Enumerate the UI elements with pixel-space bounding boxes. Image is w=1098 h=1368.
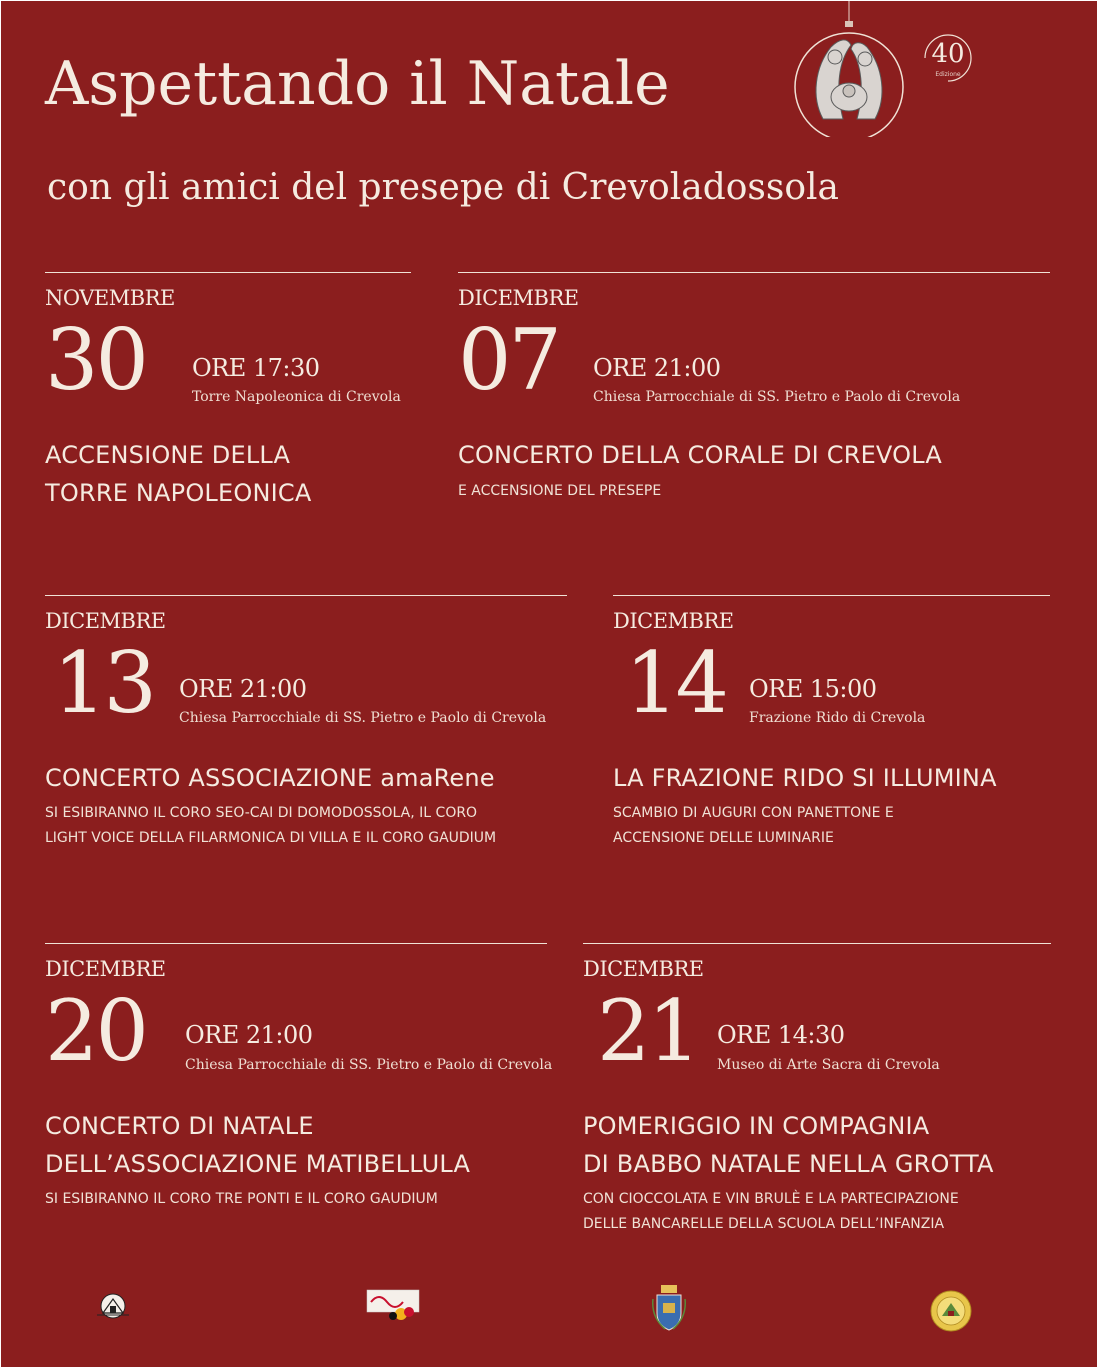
- event-title-line: CONCERTO DI NATALE: [45, 1112, 314, 1140]
- event-divider: [45, 943, 547, 944]
- event-title-line: ACCENSIONE DELLA: [45, 441, 291, 469]
- comune-crest-icon: [651, 1283, 687, 1333]
- event-divider: [458, 272, 1050, 273]
- event-divider: [613, 595, 1050, 596]
- event-place: Torre Napoleonica di Crevola: [192, 389, 401, 405]
- event-month: DICEMBRE: [45, 957, 166, 981]
- event-title-line: DELL’ASSOCIAZIONE MATIBELLULA: [45, 1150, 471, 1178]
- event-time: ORE 21:00: [593, 354, 721, 382]
- event-month: DICEMBRE: [613, 609, 734, 633]
- event-title-line: CONCERTO ASSOCIAZIONE amaRene: [45, 764, 495, 792]
- event-divider: [583, 943, 1051, 944]
- event-time: ORE 21:00: [185, 1021, 313, 1049]
- edition-caption: Edizione: [935, 71, 961, 78]
- event-title-line: CONCERTO DELLA CORALE DI CREVOLA: [458, 441, 942, 469]
- event-day: 14: [625, 634, 726, 732]
- event-place: Chiesa Parrocchiale di SS. Pietro e Paolo di Crevola: [185, 1057, 553, 1073]
- event-description-line: DELLE BANCARELLE DELLA SCUOLA DELL’INFANZIA: [583, 1216, 945, 1232]
- event-description-line: SI ESIBIRANNO IL CORO SEO-CAI DI DOMODOSSOLA, IL CORO: [45, 805, 478, 821]
- event-month: DICEMBRE: [458, 286, 579, 310]
- event-title-line: DI BABBO NATALE NELLA GROTTA: [583, 1150, 994, 1178]
- event-description-line: SCAMBIO DI AUGURI CON PANETTONE E: [613, 805, 894, 821]
- edition-number: 40: [931, 39, 965, 69]
- association-seal-icon: [929, 1289, 973, 1333]
- event-divider: [45, 595, 567, 596]
- event-description-line: ACCENSIONE DELLE LUMINARIE: [613, 830, 834, 846]
- event-description-line: E ACCENSIONE DEL PRESEPE: [458, 483, 662, 499]
- edition-badge: [915, 25, 981, 91]
- event-time: ORE 14:30: [717, 1021, 845, 1049]
- event-place: Chiesa Parrocchiale di SS. Pietro e Paolo di Crevola: [179, 710, 547, 726]
- presepe-logo-icon: [95, 1291, 131, 1321]
- event-day: 21: [597, 982, 698, 1080]
- event-description-line: SI ESIBIRANNO IL CORO TRE PONTI E IL CORO GAUDIUM: [45, 1191, 438, 1207]
- poster: [1, 1, 1097, 1367]
- event-day: 30: [45, 311, 146, 409]
- event-title-line: TORRE NAPOLEONICA: [45, 479, 312, 507]
- nativity-ornament-icon: [789, 1, 909, 137]
- event-day: 13: [53, 634, 154, 732]
- event-description-line: CON CIOCCOLATA E VIN BRULÈ E LA PARTECIPAZIONE: [583, 1191, 959, 1207]
- amarene-logo-icon: [365, 1288, 421, 1324]
- event-place: Frazione Rido di Crevola: [749, 710, 926, 726]
- event-place: Chiesa Parrocchiale di SS. Pietro e Paolo di Crevola: [593, 389, 961, 405]
- event-place: Museo di Arte Sacra di Crevola: [717, 1057, 940, 1073]
- event-divider: [45, 272, 411, 273]
- event-day: 20: [45, 982, 146, 1080]
- event-title-line: LA FRAZIONE RIDO SI ILLUMINA: [613, 764, 997, 792]
- event-time: ORE 21:00: [179, 675, 307, 703]
- event-day: 07: [458, 311, 559, 409]
- event-time: ORE 15:00: [749, 675, 877, 703]
- event-time: ORE 17:30: [192, 354, 320, 382]
- event-month: NOVEMBRE: [45, 286, 175, 310]
- event-title-line: POMERIGGIO IN COMPAGNIA: [583, 1112, 930, 1140]
- event-month: DICEMBRE: [45, 609, 166, 633]
- event-month: DICEMBRE: [583, 957, 704, 981]
- poster-title: Aspettando il Natale: [45, 49, 670, 119]
- poster-subtitle: con gli amici del presepe di Crevoladossola: [47, 167, 840, 208]
- event-description-line: LIGHT VOICE DELLA FILARMONICA DI VILLA E IL CORO GAUDIUM: [45, 830, 497, 846]
